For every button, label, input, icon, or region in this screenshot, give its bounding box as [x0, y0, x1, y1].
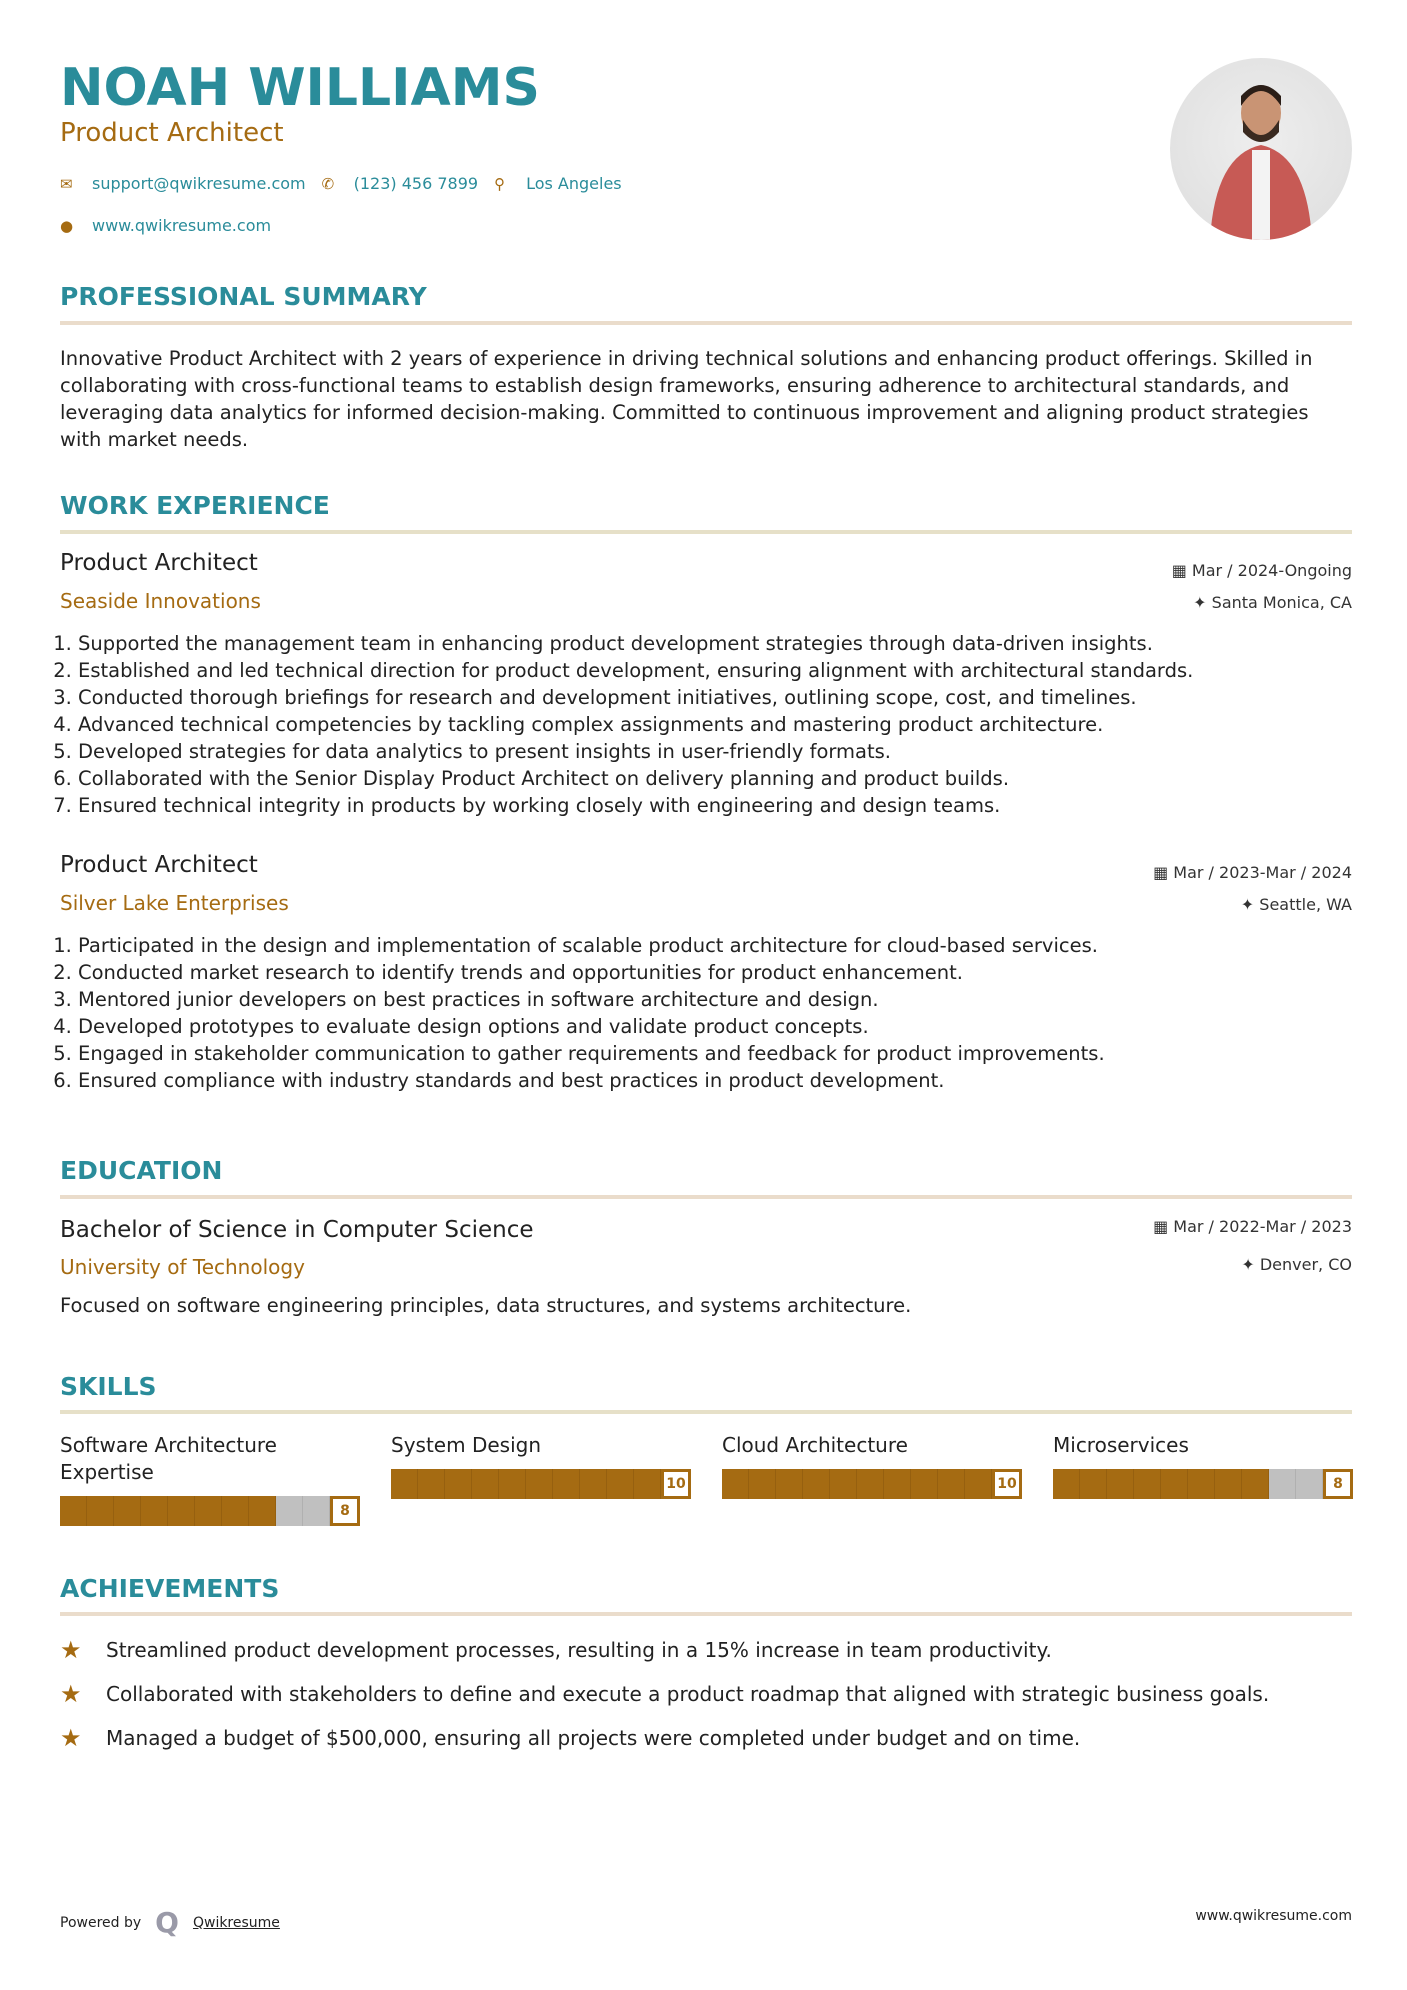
list-item: 5. Engaged in stakeholder communication to gather requirements and feedback for product improvements. [78, 1040, 1352, 1067]
skill-segment [803, 1469, 830, 1499]
skill-segment [418, 1469, 445, 1499]
date-text: Mar / 2022-Mar / 2023 [1173, 1217, 1352, 1236]
skill-segment [607, 1469, 634, 1499]
skill-segment [749, 1469, 776, 1499]
skill-item [391, 1432, 691, 1526]
skill-segment [1161, 1469, 1188, 1499]
achievement-item [60, 1680, 1269, 1708]
achievement-item [60, 1636, 1052, 1664]
skill-segment [1188, 1469, 1215, 1499]
calendar-icon: ▦ [1153, 1217, 1174, 1236]
list-item: 4. Advanced technical competencies by tackling complex assignments and mastering product architecture. [78, 711, 1352, 738]
skill-segment [87, 1496, 114, 1526]
list-item: 7. Ensured technical integrity in products by working closely with engineering and design teams. [78, 792, 1352, 819]
job-location [1193, 593, 1352, 612]
envelope-icon: ✉ [60, 174, 73, 193]
skill-segment [1080, 1469, 1107, 1499]
divider [60, 1612, 1352, 1616]
skill-segment [1053, 1469, 1080, 1499]
brand-link[interactable]: Qwikresume [192, 1914, 280, 1931]
skills-grid [60, 1432, 1353, 1526]
email-link[interactable]: support@qwikresume.com [92, 174, 306, 193]
section-heading-education: EDUCATION [60, 1156, 223, 1185]
skill-segment [580, 1469, 607, 1499]
job-company: Silver Lake Enterprises [60, 891, 289, 915]
job-date [1153, 863, 1352, 882]
map-pin-icon: ⚲ [494, 174, 506, 193]
list-item: 6. Collaborated with the Senior Display Product Architect on delivery planning and product builds. [78, 765, 1352, 792]
location-text: Seattle, WA [1259, 895, 1352, 914]
achievement-text: Streamlined product development processes, resulting in a 15% increase in team productivity. [106, 1638, 1052, 1662]
section-heading-skills: SKILLS [60, 1372, 157, 1401]
skill-segment [965, 1469, 992, 1499]
skill-level-bar [391, 1469, 691, 1499]
skill-level-value: 10 [992, 1469, 1022, 1499]
skill-item [722, 1432, 1022, 1526]
skill-segment [60, 1496, 87, 1526]
skill-segment [141, 1496, 168, 1526]
school: University of Technology [60, 1255, 305, 1279]
footer-website[interactable]: www.qwikresume.com [1195, 1908, 1352, 1924]
candidate-title: Product Architect [60, 118, 284, 148]
skill-name: System Design [391, 1433, 541, 1457]
skill-segment [472, 1469, 499, 1499]
skill-segment [114, 1496, 141, 1526]
skill-segment [776, 1469, 803, 1499]
divider [60, 1410, 1352, 1414]
job-location [1241, 895, 1352, 914]
skill-name: Microservices [1053, 1433, 1189, 1457]
powered-by-text: Powered by [60, 1914, 142, 1931]
skill-segment [391, 1469, 418, 1499]
job-company: Seaside Innovations [60, 589, 261, 613]
pin-icon: ✦ [1241, 1255, 1260, 1274]
achievement-item [60, 1724, 1080, 1752]
education-description: Focused on software engineering principles, data structures, and systems architecture. [60, 1294, 912, 1317]
footer-powered [60, 1906, 280, 1939]
summary-text: Innovative Product Architect with 2 years of experience in driving technical solutions and enhancing product offerings. Skilled in collaborating with cross-functional teams to establish design frameworks, ensuring adherence to architectural standards, and leveraging data analytics for informed decision-making. Committed to continuous improvement and aligning product strategies with market needs. [60, 347, 1313, 451]
divider [60, 1195, 1352, 1199]
phone-text: (123) 456 7899 [353, 174, 479, 193]
skill-name: Software Architecture Expertise [60, 1433, 277, 1484]
list-item: 4. Developed prototypes to evaluate design options and validate product concepts. [78, 1013, 1352, 1040]
skill-segment [938, 1469, 965, 1499]
list-item: 2. Conducted market research to identify trends and opportunities for product enhancement. [78, 959, 1352, 986]
skill-segment [1134, 1469, 1161, 1499]
date-text: Mar / 2023-Mar / 2024 [1173, 863, 1352, 882]
divider [60, 321, 1352, 325]
candidate-name: NOAH WILLIAMS [60, 58, 540, 118]
qwikresume-logo-icon: Q [155, 1906, 179, 1939]
skill-segment [499, 1469, 526, 1499]
list-item: 2. Established and led technical direction for product development, ensuring alignment with architectural standards. [78, 657, 1352, 684]
profile-photo [1170, 58, 1352, 240]
achievement-text: Managed a budget of $500,000, ensuring all projects were completed under budget and on time. [106, 1726, 1081, 1750]
pin-icon: ✦ [1193, 593, 1212, 612]
skill-item [1053, 1432, 1353, 1526]
job-bullets [60, 932, 1352, 1094]
job-title: Product Architect [60, 852, 258, 878]
job-bullets [60, 630, 1352, 819]
skill-segment [553, 1469, 580, 1499]
skill-level-bar [60, 1496, 360, 1526]
star-icon: ★ [60, 1636, 82, 1664]
skill-level-value: 8 [330, 1496, 360, 1526]
list-item: 5. Developed strategies for data analytics to present insights in user-friendly formats. [78, 738, 1352, 765]
list-item: 3. Conducted thorough briefings for research and development initiatives, outlining scope, cost, and timelines. [78, 684, 1352, 711]
skill-level-value: 10 [661, 1469, 691, 1499]
skill-level-bar [1053, 1469, 1353, 1499]
location-text: Denver, CO [1259, 1255, 1352, 1274]
divider [60, 530, 1352, 534]
globe-icon: ● [60, 216, 74, 235]
star-icon: ★ [60, 1724, 82, 1752]
skill-segment [168, 1496, 195, 1526]
skill-segment [249, 1496, 276, 1526]
skill-segment [303, 1496, 330, 1526]
skill-segment [830, 1469, 857, 1499]
list-item: 1. Supported the management team in enhancing product development strategies through data-driven insights. [78, 630, 1352, 657]
list-item: 1. Participated in the design and implementation of scalable product architecture for cloud-based services. [78, 932, 1352, 959]
star-icon: ★ [60, 1680, 82, 1708]
website-row [60, 216, 271, 235]
pin-icon: ✦ [1240, 895, 1260, 914]
skill-name: Cloud Architecture [722, 1433, 908, 1457]
skill-level-bar [722, 1469, 1022, 1499]
date-text: Mar / 2024-Ongoing [1191, 561, 1352, 580]
skill-segment [195, 1496, 222, 1526]
location-text: Santa Monica, CA [1211, 593, 1352, 612]
job-date [1172, 561, 1352, 580]
skill-segment [222, 1496, 249, 1526]
skill-segment [276, 1496, 303, 1526]
skill-segment [722, 1469, 749, 1499]
list-item: 6. Ensured compliance with industry standards and best practices in product development. [78, 1067, 1352, 1094]
skill-segment [526, 1469, 553, 1499]
degree: Bachelor of Science in Computer Science [60, 1217, 534, 1243]
website-link[interactable]: www.qwikresume.com [92, 216, 272, 235]
skill-segment [634, 1469, 661, 1499]
skill-segment [884, 1469, 911, 1499]
section-heading-achievements: ACHIEVEMENTS [60, 1574, 280, 1603]
phone-icon: ✆ [321, 174, 335, 193]
location-text: Los Angeles [526, 174, 622, 193]
skill-segment [1242, 1469, 1269, 1499]
skill-segment [1269, 1469, 1296, 1499]
job-title: Product Architect [60, 550, 258, 576]
skill-segment [857, 1469, 884, 1499]
skill-level-value: 8 [1323, 1469, 1353, 1499]
skill-item [60, 1432, 360, 1526]
skill-segment [445, 1469, 472, 1499]
skill-segment [911, 1469, 938, 1499]
skill-segment [1296, 1469, 1323, 1499]
achievement-text: Collaborated with stakeholders to define and execute a product roadmap that aligned with strategic business goals. [106, 1682, 1270, 1706]
contact-row [60, 174, 622, 193]
calendar-icon: ▦ [1153, 863, 1174, 882]
section-heading-summary: PROFESSIONAL SUMMARY [60, 282, 427, 311]
skill-segment [1215, 1469, 1242, 1499]
section-heading-work: WORK EXPERIENCE [60, 491, 330, 520]
education-location [1241, 1255, 1352, 1274]
skill-segment [1107, 1469, 1134, 1499]
education-date [1153, 1217, 1352, 1236]
list-item: 3. Mentored junior developers on best practices in software architecture and design. [78, 986, 1352, 1013]
calendar-icon: ▦ [1171, 561, 1192, 580]
